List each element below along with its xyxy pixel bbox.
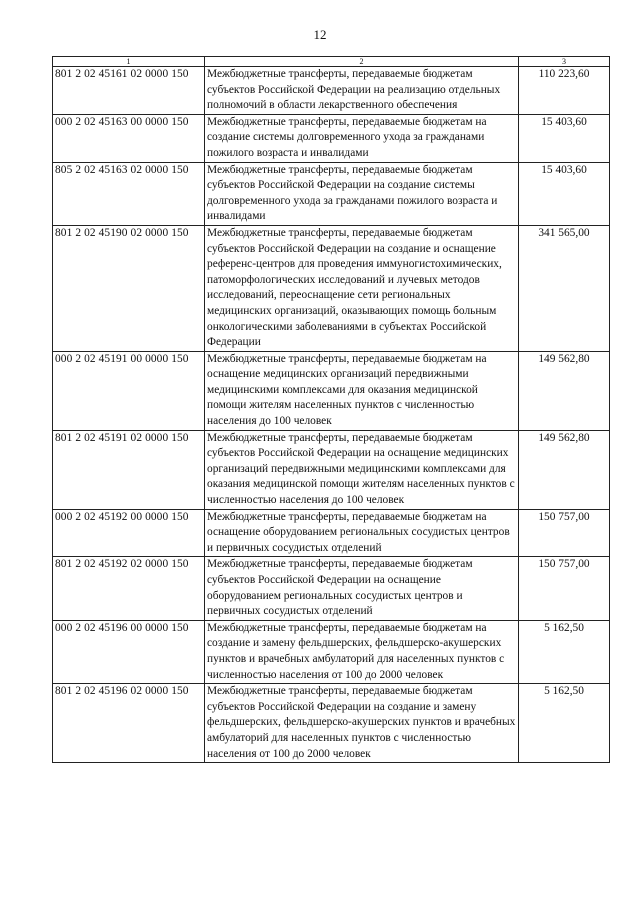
description-cell: Межбюджетные трансферты, передаваемые бюджетам субъектов Российской Федерации на создание системы долговременного ухода за гражданами пожилого возраста и инвалидами [205, 162, 519, 225]
column-header-2: 2 [205, 57, 519, 67]
amount-cell: 5 162,50 [519, 620, 610, 683]
budget-code-cell: 801 2 02 45190 02 0000 150 [53, 225, 205, 351]
description-cell: Межбюджетные трансферты, передаваемые бюджетам субъектов Российской Федерации на оснащение медицинских организаций передвижными медицинскими комплексами для оказания медицинской помощи жителям населенных пунктов с численностью населения до 100 человек [205, 430, 519, 509]
table-row [53, 114, 610, 162]
amount-cell: 150 757,00 [519, 557, 610, 620]
description-cell: Межбюджетные трансферты, передаваемые бюджетам на оснащение оборудованием региональных сосудистых центров и первичных сосудистых отделений [205, 509, 519, 557]
amount-cell: 110 223,60 [519, 67, 610, 115]
amount-cell: 5 162,50 [519, 684, 610, 763]
description-cell: Межбюджетные трансферты, передаваемые бюджетам на создание системы долговременного ухода за гражданами пожилого возраста и инвалидами [205, 114, 519, 162]
budget-code-cell: 000 2 02 45191 00 0000 150 [53, 351, 205, 430]
amount-cell: 15 403,60 [519, 114, 610, 162]
budget-transfers-table [52, 56, 610, 763]
budget-code-cell: 000 2 02 45196 00 0000 150 [53, 620, 205, 683]
description-cell: Межбюджетные трансферты, передаваемые бюджетам субъектов Российской Федерации на реализацию отдельных полномочий в области лекарственного обеспечения [205, 67, 519, 115]
description-cell: Межбюджетные трансферты, передаваемые бюджетам на оснащение медицинских организаций передвижными медицинскими комплексами для оказания медицинской помощи жителям населенных пунктов с численностью населения до 100 человек [205, 351, 519, 430]
table-row [53, 557, 610, 620]
amount-cell: 150 757,00 [519, 509, 610, 557]
table-row [53, 620, 610, 683]
amount-cell: 15 403,60 [519, 162, 610, 225]
table-row [53, 162, 610, 225]
amount-cell: 149 562,80 [519, 351, 610, 430]
page-number: 12 [313, 27, 327, 42]
budget-code-cell: 801 2 02 45192 02 0000 150 [53, 557, 205, 620]
budget-code-cell: 000 2 02 45163 00 0000 150 [53, 114, 205, 162]
budget-code-cell: 000 2 02 45192 00 0000 150 [53, 509, 205, 557]
table-row [53, 67, 610, 115]
budget-code-cell: 801 2 02 45161 02 0000 150 [53, 67, 205, 115]
budget-code-cell: 801 2 02 45191 02 0000 150 [53, 430, 205, 509]
table-row [53, 225, 610, 351]
column-header-3: 3 [519, 57, 610, 67]
table-row [53, 430, 610, 509]
table-row [53, 351, 610, 430]
column-header-1: 1 [53, 57, 205, 67]
column-number-row [53, 57, 610, 67]
budget-code-cell: 801 2 02 45196 02 0000 150 [53, 684, 205, 763]
table-row [53, 684, 610, 763]
description-cell: Межбюджетные трансферты, передаваемые бюджетам субъектов Российской Федерации на создание и замену фельдшерских, фельдшерско-акушерских пунктов и врачебных амбулаторий для населенных пунктов с численностью населения от 100 до 2000 человек [205, 684, 519, 763]
amount-cell: 341 565,00 [519, 225, 610, 351]
table-row [53, 509, 610, 557]
description-cell: Межбюджетные трансферты, передаваемые бюджетам на создание и замену фельдшерских, фельдшерско-акушерских пунктов и врачебных амбулаторий для населенных пунктов с численностью населения от 100 до 2000 человек [205, 620, 519, 683]
amount-cell: 149 562,80 [519, 430, 610, 509]
description-cell: Межбюджетные трансферты, передаваемые бюджетам субъектов Российской Федерации на создание и оснащение референс-центров для проведения иммуногистохимических, патоморфологических исследований и лучевых методов исследований, переоснащение сети региональных медицинских организаций, оказывающих помощь больным онкологическими заболеваниями в субъектах Российской Федерации [205, 225, 519, 351]
budget-code-cell: 805 2 02 45163 02 0000 150 [53, 162, 205, 225]
description-cell: Межбюджетные трансферты, передаваемые бюджетам субъектов Российской Федерации на оснащение оборудованием региональных сосудистых центров и первичных сосудистых отделений [205, 557, 519, 620]
